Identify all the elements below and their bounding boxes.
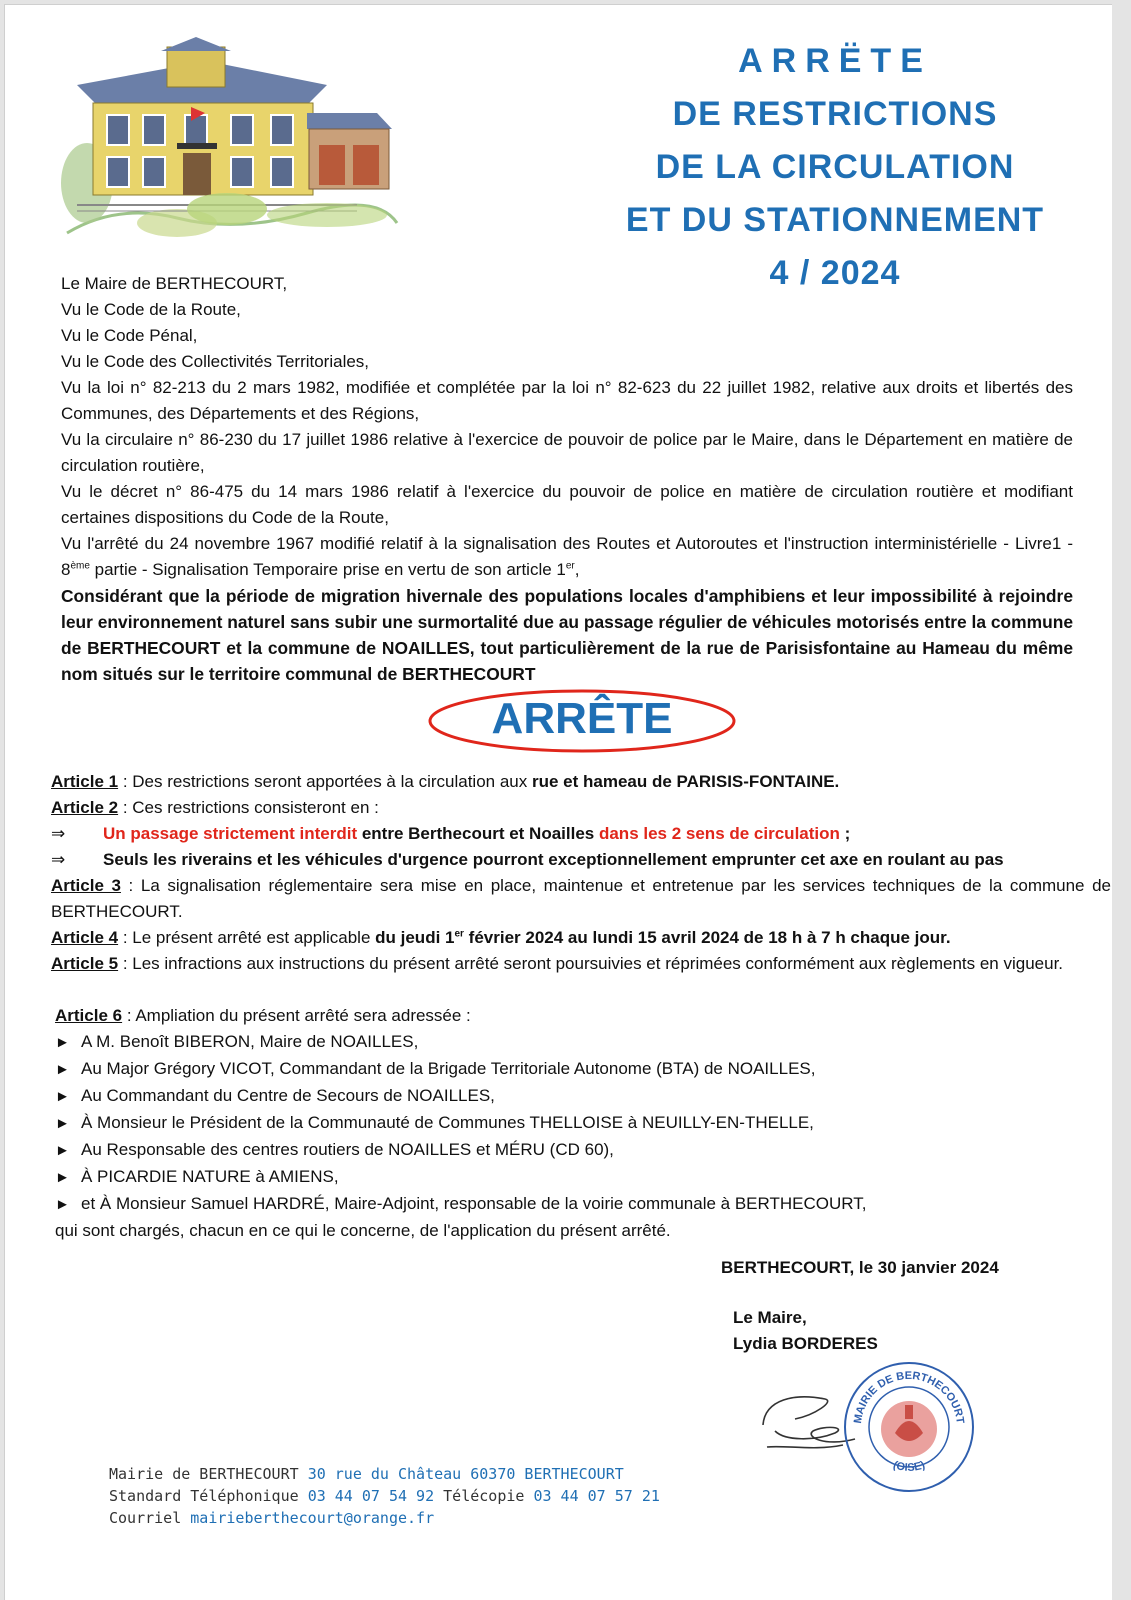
title-line-4: ET DU STATIONNEMENT <box>625 201 1045 239</box>
list-item: ► À Monsieur le Président de la Communauté de Communes THELLOISE à NEUILLY-EN-THELLE, <box>55 1110 1055 1137</box>
list-item: ► Au Major Grégory VICOT, Commandant de la Brigade Territoriale Autonome (BTA) de NOAILLES, <box>55 1056 1055 1083</box>
closing-line: qui sont chargés, chacun en ce qui le concerne, de l'application du présent arrêté. <box>55 1221 671 1240</box>
preamble-line: Vu la circulaire n° 86-230 du 17 juillet 1986 relative à l'exercice de pouvoir de police par le Maire, dans le Département en matière de circulation routière, <box>61 430 1073 475</box>
document-title <box>565 35 1105 300</box>
preamble-line: Vu la loi n° 82-213 du 2 mars 1982, modifiée et complétée par la loi n° 82-623 du 22 juillet 1982, relative aux droits et libertés des Communes, des Départements et des Régions, <box>61 378 1073 423</box>
preamble-line: Vu le Code de la Route, <box>61 300 241 319</box>
article-3: Article 3 : La signalisation réglementaire sera mise en place, maintenue et entretenue par les services techniques de la commune de BERTHECOURT. <box>51 876 1112 921</box>
title-line-2: DE RESTRICTIONS <box>672 95 998 133</box>
list-item: ► Au Commandant du Centre de Secours de NOAILLES, <box>55 1083 1055 1110</box>
triangle-bullet-icon: ► <box>55 1169 70 1186</box>
footer-phone: Standard Téléphonique 03 44 07 54 92 Télécopie 03 44 07 57 21 <box>109 1487 660 1505</box>
title-line-5: 4 / 2024 <box>769 254 901 292</box>
signatory-name: Lydia BORDERES <box>733 1334 878 1353</box>
triangle-bullet-icon: ► <box>55 1115 70 1132</box>
restriction-1: ⇒ Un passage strictement interdit entre Berthecourt et Noailles dans les 2 sens de circulation ; <box>51 821 1111 847</box>
title-line-3: DE LA CIRCULATION <box>655 148 1015 186</box>
preamble-line: Vu le Code Pénal, <box>61 326 198 345</box>
list-item: ► A M. Benoît BIBERON, Maire de NOAILLES, <box>55 1029 1055 1056</box>
svg-text:(OISE): (OISE) <box>891 1459 927 1474</box>
preamble-line: Vu l'arrêté du 24 novembre 1967 modifié relatif à la signalisation des Routes et Autoroutes et l'instruction interministérielle - Livre1 - 8ème partie - Signalisation Temporaire prise en vertu de son article 1er, <box>61 534 1073 579</box>
list-item: ► Au Responsable des centres routiers de NOAILLES et MÉRU (CD 60), <box>55 1137 1055 1164</box>
list-item: ► et À Monsieur Samuel HARDRÉ, Maire-Adjoint, responsable de la voirie communale à BERTHECOURT, <box>55 1191 1055 1218</box>
arrete-heading <box>427 687 747 759</box>
article-6: Article 6 : Ampliation du présent arrêté sera adressée : <box>55 1006 471 1025</box>
email-link[interactable]: mairieberthecourt@orange.fr <box>190 1509 435 1527</box>
triangle-bullet-icon: ► <box>55 1061 70 1078</box>
document-page <box>4 4 1112 1600</box>
article-2: Article 2 : Ces restrictions consisteront en : <box>51 798 379 817</box>
footer-contact <box>109 1463 660 1529</box>
footer-email: Courriel mairieberthecourt@orange.fr <box>109 1509 435 1527</box>
preamble-line: Vu le Code des Collectivités Territoriales, <box>61 352 370 371</box>
triangle-bullet-icon: ► <box>55 1034 70 1051</box>
title-line-1: ARRËTE <box>738 42 932 80</box>
list-item: ► À PICARDIE NATURE à AMIENS, <box>55 1164 1055 1191</box>
article-5: Article 5 : Les infractions aux instructions du présent arrêté seront poursuivies et réprimées conformément aux règlements en vigueur. <box>51 954 1064 973</box>
town-hall-illustration <box>57 33 403 243</box>
preamble-line: Vu le décret n° 86-475 du 14 mars 1986 relatif à l'exercice du pouvoir de police en matière de circulation routière et modifiant certaines dispositions du Code de la Route, <box>61 482 1073 527</box>
svg-text:MAIRIE DE BERTHECOURT: MAIRIE DE BERTHECOURT <box>851 1369 966 1425</box>
recipients-list <box>55 1003 1055 1244</box>
mairie-stamp <box>839 1357 979 1497</box>
signatory-role: Le Maire, <box>733 1308 807 1327</box>
articles <box>51 769 1111 977</box>
restriction-2: ⇒ Seuls les riverains et les véhicules d'urgence pourront exceptionnellement emprunter cet axe en roulant au pas <box>51 847 1111 873</box>
place-date: BERTHECOURT, le 30 janvier 2024 <box>721 1258 999 1277</box>
preamble <box>61 271 1073 687</box>
signatory <box>733 1305 878 1357</box>
article-1: Article 1 : Des restrictions seront apportées à la circulation aux rue et hameau de PARISIS-FONTAINE. <box>51 772 840 791</box>
arrow-icon: ⇒ <box>51 824 66 843</box>
arrow-icon: ⇒ <box>51 850 66 869</box>
footer-address: Mairie de BERTHECOURT 30 rue du Château 60370 BERTHECOURT <box>109 1465 624 1483</box>
triangle-bullet-icon: ► <box>55 1088 70 1105</box>
arrete-label: ARRÊTE <box>491 694 673 743</box>
article-4: Article 4 : Le présent arrêté est applicable du jeudi 1er février 2024 au lundi 15 avril 2024 de 18 h à 7 h chaque jour. <box>51 928 951 947</box>
triangle-bullet-icon: ► <box>55 1196 70 1213</box>
preamble-line: Le Maire de BERTHECOURT, <box>61 274 288 293</box>
considerant: Considérant que la période de migration hivernale des populations locales d'amphibiens et leur impossibilité à rejoindre leur environnement naturel sans subir une surmortalité due au passage régulier de véhicules motorisés entre la commune de BERTHECOURT et la commune de NOAILLES, tout particulièrement de la rue de Parisisfontaine au Hameau du même nom situés sur le territoire communal de BERTHECOURT <box>61 586 1073 684</box>
triangle-bullet-icon: ► <box>55 1142 70 1159</box>
